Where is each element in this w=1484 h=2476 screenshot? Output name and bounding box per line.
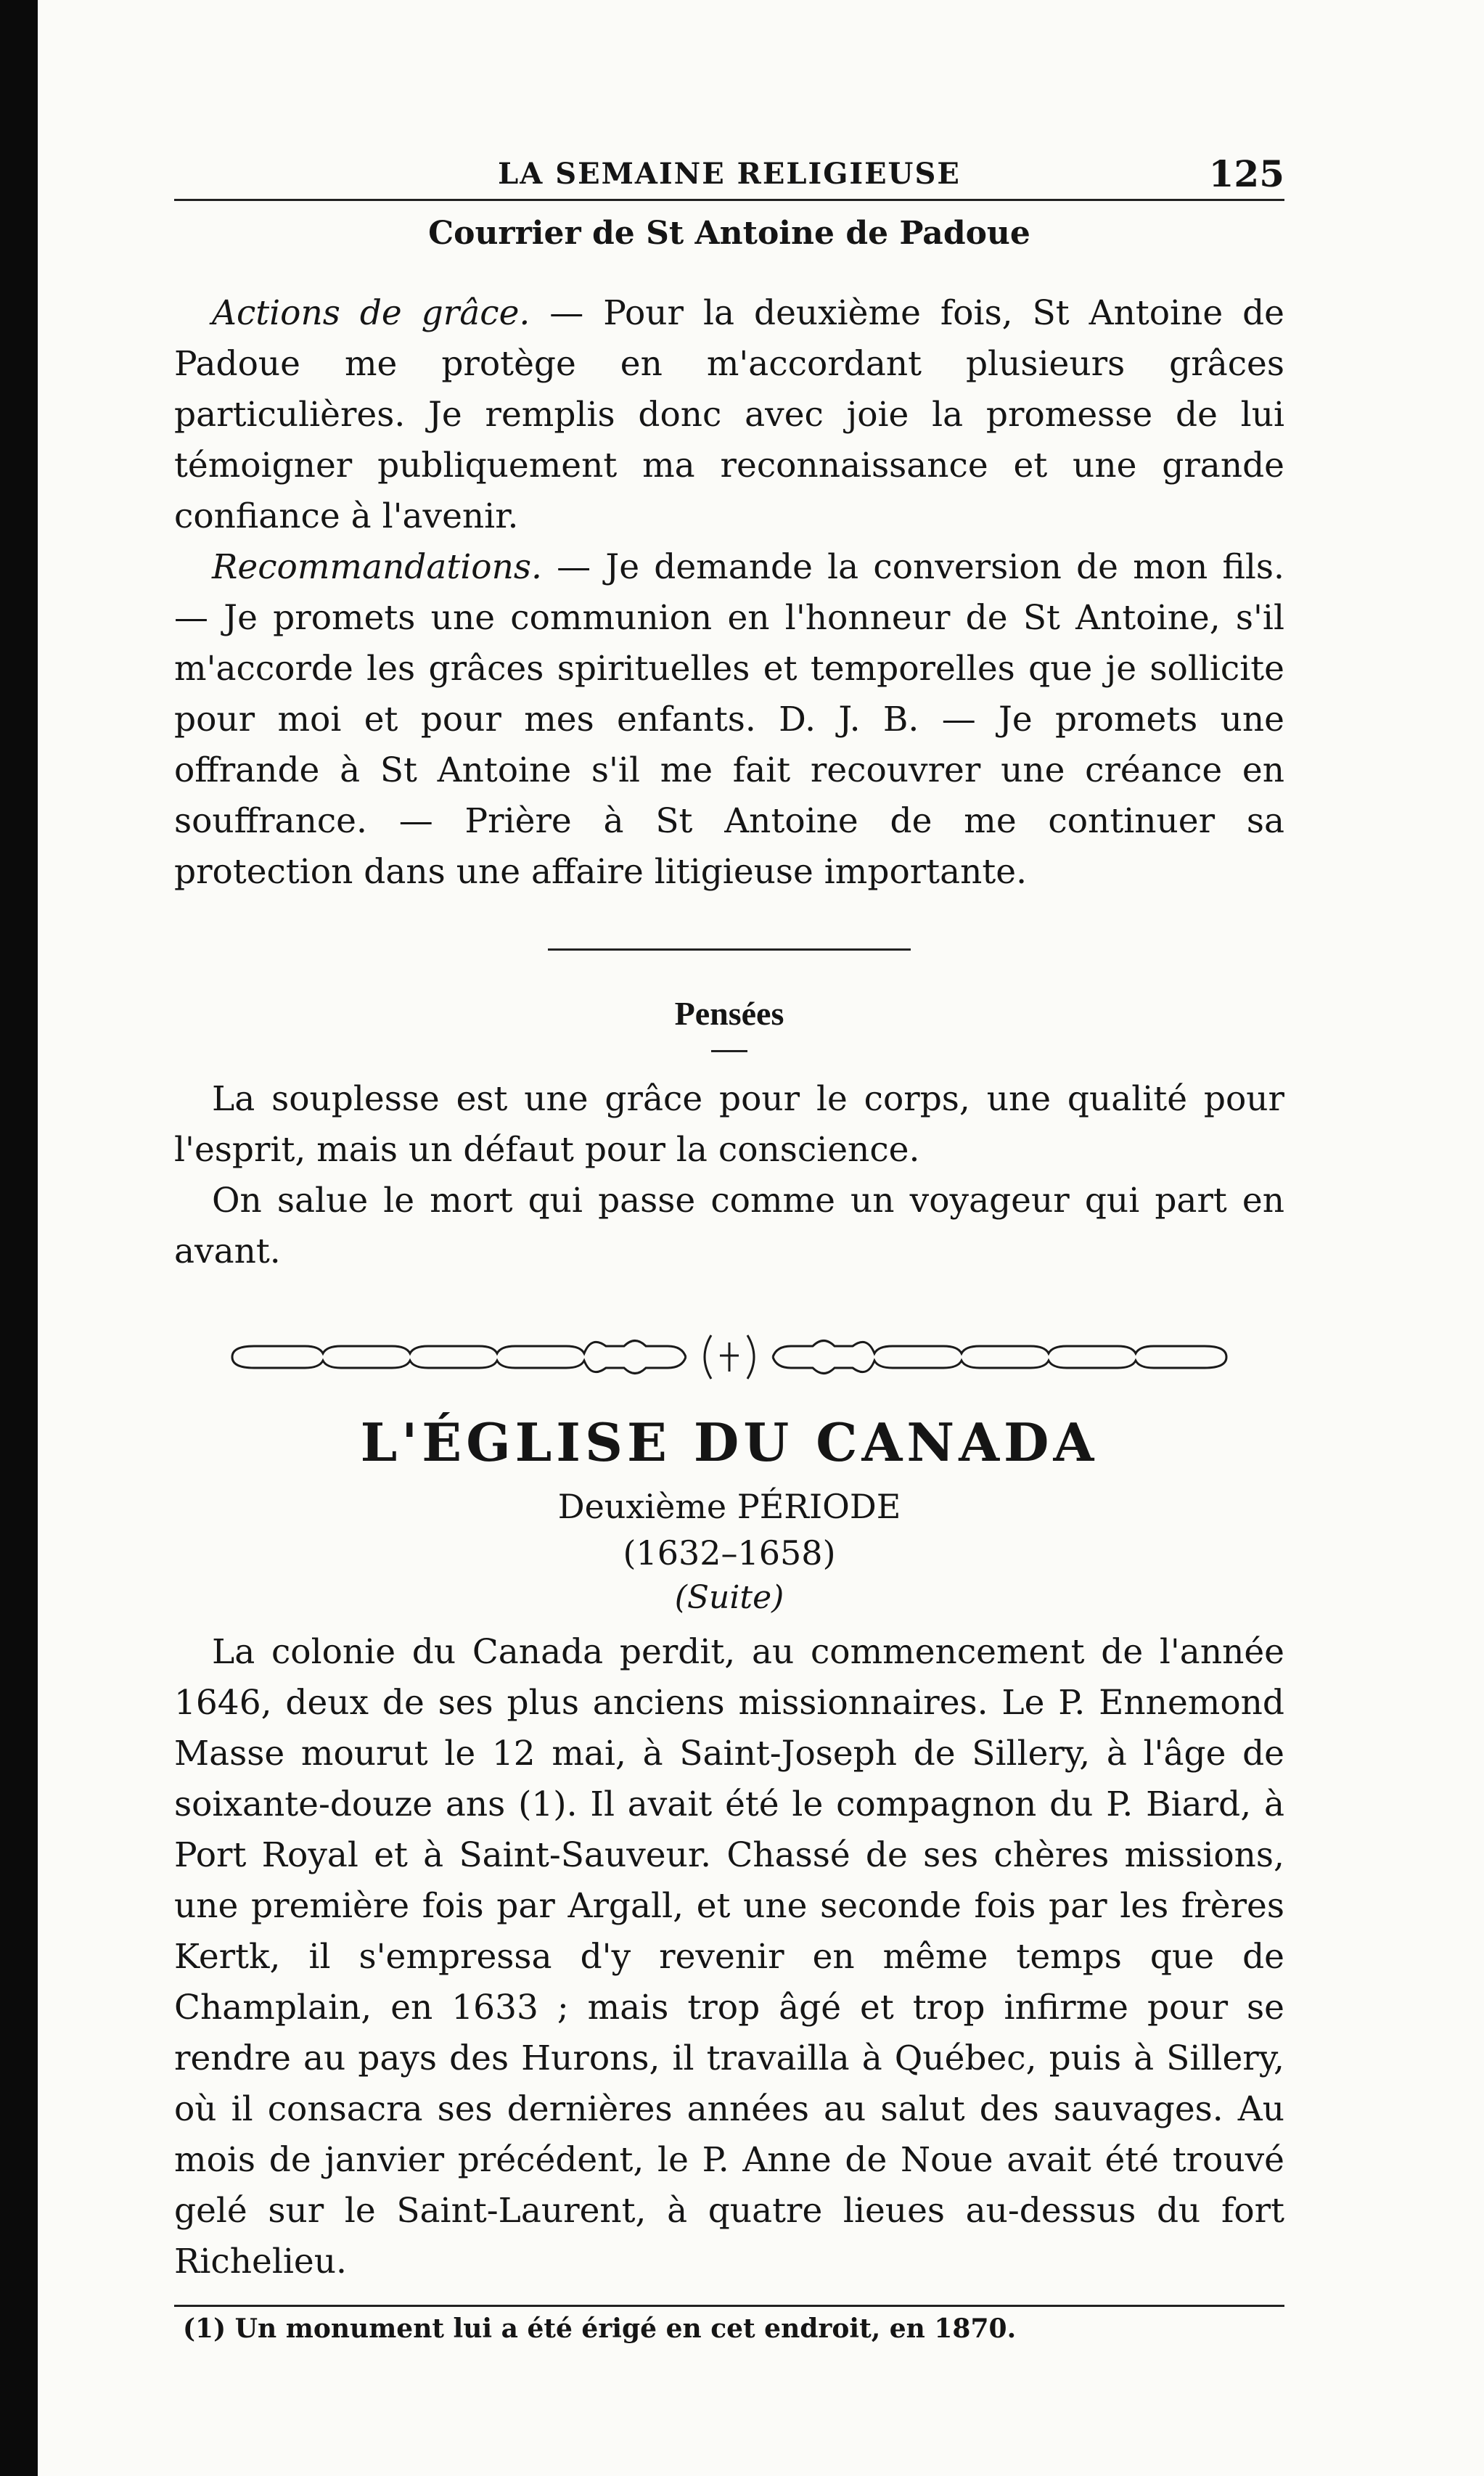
footnote: (1) Un monument lui a été érigé en cet endroit, en 1870. (183, 2313, 1017, 2344)
courrier-recommandations-paragraph (174, 542, 1284, 898)
footnote-rule (174, 2305, 1284, 2307)
actions-label: Actions de grâce. (212, 293, 530, 333)
pensee-paragraph: La souplesse est une grâce pour le corps, une qualité pour l'esprit, mais un défaut pour la conscience. (174, 1079, 1284, 1170)
years-line: (1632–1658) (623, 1533, 836, 1573)
running-title: LA SEMAINE RELIGIEUSE (498, 157, 961, 191)
recommandations-label: Recommandations. (212, 547, 542, 587)
section-rule (548, 948, 911, 951)
pensees-title: Pensées (674, 995, 784, 1032)
suite-line: (Suite) (674, 1579, 784, 1616)
recommandations-text: — Je demande la conversion de mon fils. — Je promets une communion en l'honneur de St Antoine, s'il m'accorde les grâces spirituelles et temporelles que je sollicite pour moi et pour mes enfants. D. J. B. — Je promets une offrande à St Antoine s'il me fait recouvrer une créance en souffrance. — Prière à St Antoine de me continuer sa protection dans une affaire litigieuse importante. (174, 547, 1284, 892)
courrier-actions-paragraph (174, 288, 1284, 542)
actions-text: — Pour la deuxième fois, St Antoine de Padoue me protège en m'accordant plusieurs grâces particulières. Je remplis donc avec joie la promesse de lui témoigner publiquement ma reconnaissance et une grande confiance à l'avenir. (174, 293, 1284, 536)
periode-line: Deuxième PÉRIODE (557, 1487, 901, 1526)
page (174, 152, 1284, 2346)
eglise-title: L'ÉGLISE DU CANADA (360, 1411, 1099, 1473)
cross-ornament-divider (174, 1313, 1284, 1401)
page-header (174, 152, 1284, 201)
pensee-paragraph: On salue le mort qui passe comme un voyageur qui part en avant. (174, 1181, 1284, 1271)
page-number: 125 (1208, 152, 1284, 195)
courrier-title: Courrier de St Antoine de Padoue (428, 215, 1030, 252)
title-dash (711, 1050, 747, 1052)
speckle-divider (174, 259, 1284, 288)
book-binding-edge (0, 0, 38, 2476)
ornament-icon (174, 1313, 1284, 1401)
eglise-body-paragraph: La colonie du Canada perdit, au commencement de l'année 1646, deux de ses plus anciens missionnaires. Le P. Ennemond Masse mourut le 12 mai, à Saint-Joseph de Sillery, à l'âge de soixante-douze ans (1). Il avait été le compagnon du P. Biard, à Port Royal et à Saint-Sauveur. Chassé de ses chères missions, une première fois par Argall, et une seconde fois par les frères Kertk, il s'empressa d'y revenir en même temps que de Champlain, en 1633 ; mais trop âgé et trop infirme pour se rendre au pays des Hurons, il travailla à Québec, puis à Sillery, où il consacra ses dernières années au salut des sauvages. Au mois de janvier précédent, le P. Anne de Noue avait été trouvé gelé sur le Saint-Laurent, à quatre lieues au-dessus du fort Richelieu. (174, 1632, 1284, 2282)
